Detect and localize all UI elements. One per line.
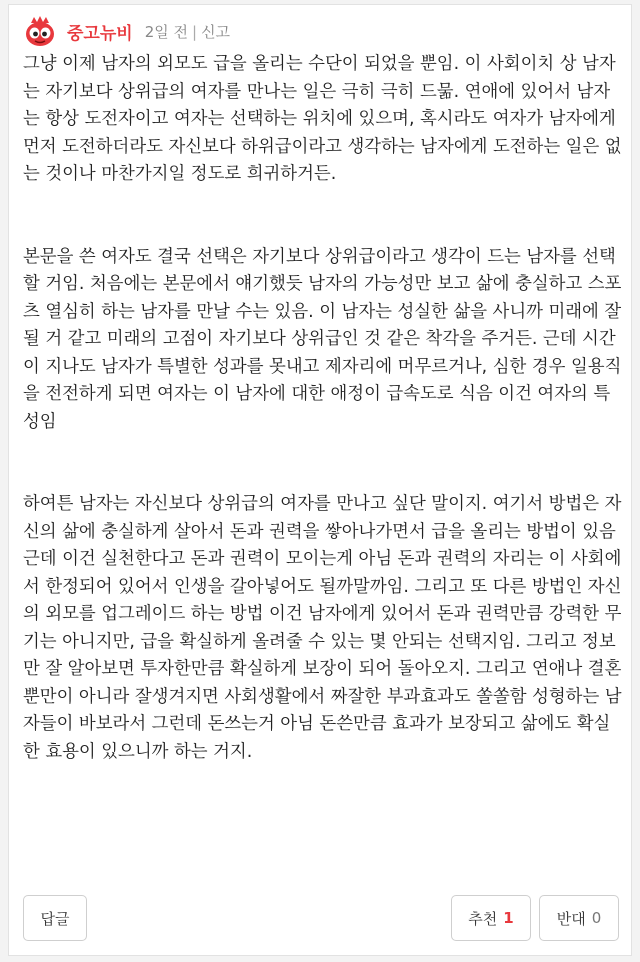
comment-card xyxy=(8,4,632,956)
comment-header xyxy=(23,11,230,51)
reply-button-label: 답글 xyxy=(40,909,70,928)
paragraph-spacer xyxy=(23,436,625,491)
post-time: 2일 전 xyxy=(144,22,188,41)
upvote-label: 추천 xyxy=(468,909,498,928)
report-link[interactable]: 신고 xyxy=(201,22,231,41)
upvote-count: 1 xyxy=(503,909,514,927)
upvote-button[interactable] xyxy=(451,895,531,941)
post-meta xyxy=(145,21,230,42)
comment-paragraph-2: 본문을 쓴 여자도 결국 선택은 자기보다 상위급이라고 생각이 드는 남자를 선택할 거임. 처음에는 본문에서 얘기했듯 남자의 가능성만 보고 삶에 충실하고 스포츠 열심히 하는 남자를 만날 수는 있음. 이 남자는 성실한 삶을 사니까 미래에 잘 될 거 같고 미래의 고점이 자기보다 상위급인 것 같은 착각을 주거든. 근데 시간이 지나도 남자가 특별한 성과를 못내고 제자리에 머무르거나, 심한 경우 일용직을 전전하게 되면 여자는 이 남자에 대한 애정이 급속도로 식음 이건 여자의 특성임 xyxy=(23,246,622,432)
downvote-count: 0 xyxy=(591,909,602,927)
downvote-button[interactable] xyxy=(539,895,619,941)
paragraph-spacer xyxy=(23,189,625,244)
comment-body xyxy=(23,51,625,766)
reply-button[interactable] xyxy=(23,895,87,941)
comment-paragraph-1: 그냥 이제 남자의 외모도 급을 올리는 수단이 되었을 뿐임. 이 사회이치 상 남자는 자기보다 상위급의 여자를 만나는 일은 극히 극히 드묾. 연애에 있어서 남자는 항상 도전자이고 여자는 선택하는 위치에 있으며, 혹시라도 여자가 남자에게 먼저 도전하더라도 자신보다 하위급이라고 생각하는 남자에게 도전하는 일은 없는 것이나 마찬가지일 정도로 희귀하거든. xyxy=(23,54,622,184)
red-monster-avatar-icon[interactable] xyxy=(23,14,57,48)
comment-actions xyxy=(21,895,621,943)
downvote-label: 반대 xyxy=(556,909,586,928)
meta-separator: | xyxy=(192,22,198,41)
comment-paragraph-3: 하여튼 남자는 자신보다 상위급의 여자를 만나고 싶단 말이지. 여기서 방법은 자신의 삶에 충실하게 살아서 돈과 권력을 쌓아나가면서 급을 올리는 방법이 있음 근데 이건 실천한다고 돈과 권력이 모이는게 아님 돈과 권력의 자리는 이 사회에서 한정되어 있어서 인생을 갈아넣어도 될까말까임. 그리고 또 다른 방법인 자신의 외모를 업그레이드 하는 방법 이건 남자에게 있어서 돈과 권력만큼 강력한 무기는 아니지만, 급을 확실하게 올려줄 수 있는 몇 안되는 선택지임. 그리고 정보만 잘 알아보면 투자한만큼 확실하게 보장이 되어 돌아오지. 그리고 연애나 결혼뿐만이 아니라 잘생겨지면 사회생활에서 짜잘한 부과효과도 쏠쏠함 성형하는 남자들이 바보라서 그런데 돈쓰는거 아님 돈쓴만큼 효과가 보장되고 삶에도 확실한 효용이 있으니까 하는 거지. xyxy=(23,494,622,762)
author-name[interactable]: 중고뉴비 xyxy=(67,23,133,44)
